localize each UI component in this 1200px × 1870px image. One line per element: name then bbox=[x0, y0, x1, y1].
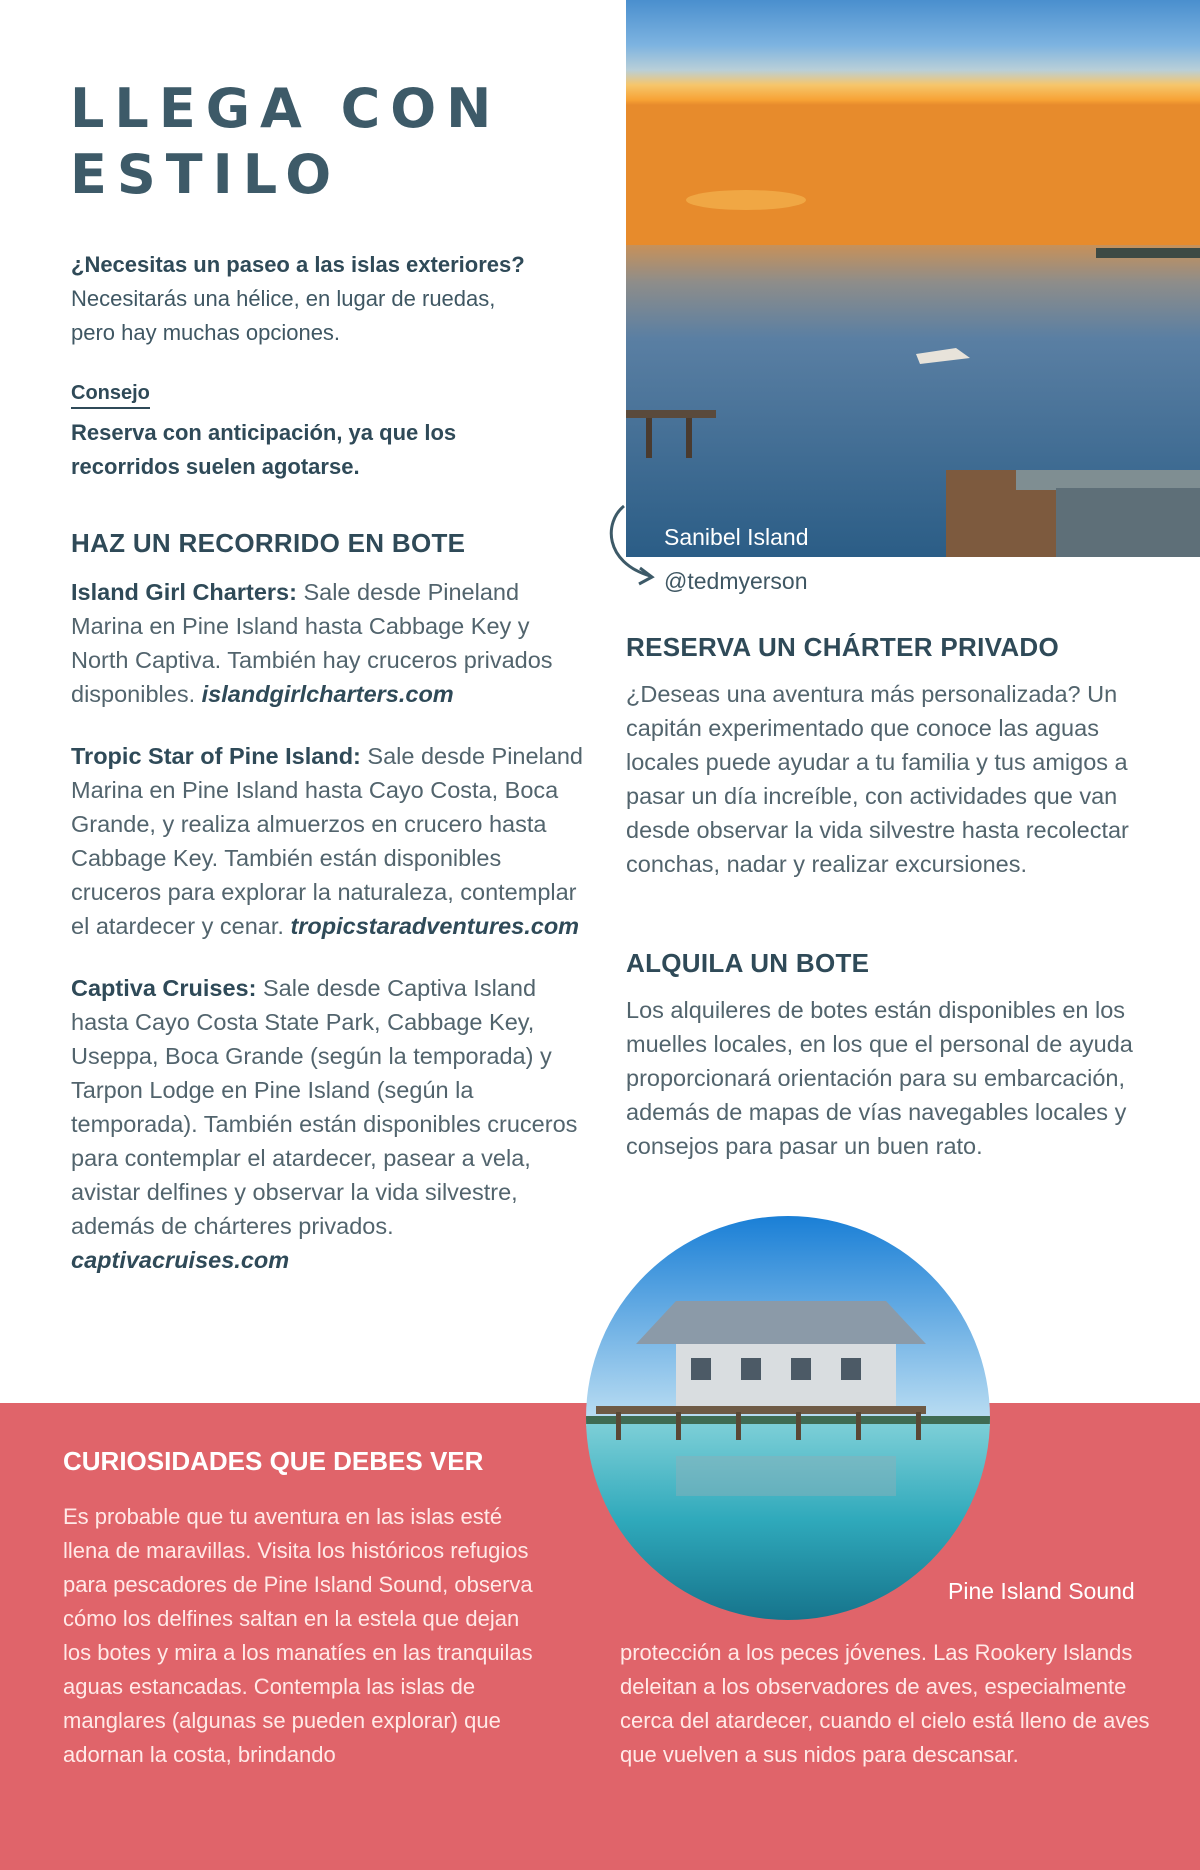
pine-island-sound-photo bbox=[586, 1216, 990, 1620]
tour-item-text: Sale desde Pineland Marina en Pine Island hasta Cayo Costa, Boca Grande, y realiza almuerzos en crucero hasta Cabbage Key. También están disponibles cruceros para explorar la naturaleza, contemplar el atardecer y cenar. bbox=[71, 743, 584, 939]
tour-item-link[interactable]: tropicstaradventures.com bbox=[290, 913, 580, 939]
tour-item-text: Sale desde Captiva Island hasta Cayo Costa State Park, Cabbage Key, Useppa, Boca Grande (según la temporada) y Tarpon Lodge en Pine Island (según la temporada). También están disponibles cruceros para contemplar el atardecer, pasear a vela, avistar delfines y observar la vida silvestre, además de chárteres privados. bbox=[71, 975, 578, 1239]
tour-item bbox=[71, 739, 591, 943]
tour-item bbox=[71, 971, 591, 1277]
intro bbox=[71, 248, 591, 350]
tip-text: Reserva con anticipación, ya que los recorridos suelen agotarse. bbox=[71, 420, 457, 479]
sanibel-island-photo bbox=[626, 0, 1200, 557]
tour-item-name: Island Girl Charters: bbox=[71, 579, 297, 605]
boat-tour-heading: HAZ UN RECORRIDO EN BOTE bbox=[71, 528, 466, 558]
charter-section bbox=[626, 632, 1146, 881]
curiosities-heading: CURIOSIDADES QUE DEBES VER bbox=[63, 1446, 484, 1476]
tour-item-link[interactable]: captivacruises.com bbox=[71, 1247, 290, 1273]
curiosities-text-left: Es probable que tu aventura en las islas esté llena de maravillas. Visita los históricos refugios para pescadores de Pine Island Sound, observa cómo los delfines saltan en la estela que dejan los botes y mira a los manatíes en las tranquilas aguas estancadas. Contempla las islas de manglares (algunas se pueden explorar) que adornan la costa, brindando bbox=[63, 1504, 533, 1767]
charter-text: ¿Deseas una aventura más personalizada? Un capitán experimentado que conoce las aguas locales puede ayudar a tu familia y tus amigos a pasar un día increíble, con actividades que van desde observar la vida silvestre hasta recolectar conchas, nadar y realizar excursiones. bbox=[626, 681, 1129, 877]
charter-heading: RESERVA UN CHÁRTER PRIVADO bbox=[626, 632, 1059, 662]
circle-photo-caption: Pine Island Sound bbox=[948, 1578, 1135, 1604]
tour-item bbox=[71, 575, 591, 711]
tour-item-link[interactable]: islandgirlcharters.com bbox=[201, 681, 454, 707]
photo-credit: @tedmyerson bbox=[664, 568, 808, 594]
title-line-1: LLEGA CON bbox=[70, 77, 502, 140]
photo-caption: Sanibel Island bbox=[664, 524, 809, 550]
rental-text: Los alquileres de botes están disponibles en los muelles locales, en los que el personal de ayuda proporcionará orientación para su embarcación, además de mapas de vías navegables locales y consejos para pasar un buen rato. bbox=[626, 997, 1133, 1159]
boat-tour-section bbox=[71, 528, 591, 1305]
boat-tour-list bbox=[71, 575, 591, 1277]
tour-item-text: Sale desde Pineland Marina en Pine Island hasta Cabbage Key y North Captiva. También hay cruceros privados disponibles. bbox=[71, 579, 553, 707]
rental-section bbox=[626, 948, 1156, 1163]
rental-heading: ALQUILA UN BOTE bbox=[626, 948, 870, 978]
page-title bbox=[70, 76, 590, 208]
curiosities-text-right: protección a los peces jóvenes. Las Rookery Islands deleitan a los observadores de aves, especialmente cerca del atardecer, cuando el cielo está lleno de aves que vuelven a sus nidos para descansar. bbox=[620, 1640, 1150, 1767]
tour-item-name: Captiva Cruises: bbox=[71, 975, 257, 1001]
intro-text: Necesitarás una hélice, en lugar de ruedas, pero hay muchas opciones. bbox=[71, 286, 496, 345]
title-line-2: ESTILO bbox=[70, 143, 342, 206]
intro-question: ¿Necesitas un paseo a las islas exteriores? bbox=[71, 252, 525, 277]
tip-label: Consejo bbox=[71, 382, 150, 409]
tour-item-name: Tropic Star of Pine Island: bbox=[71, 743, 361, 769]
curved-arrow-icon bbox=[598, 500, 658, 590]
